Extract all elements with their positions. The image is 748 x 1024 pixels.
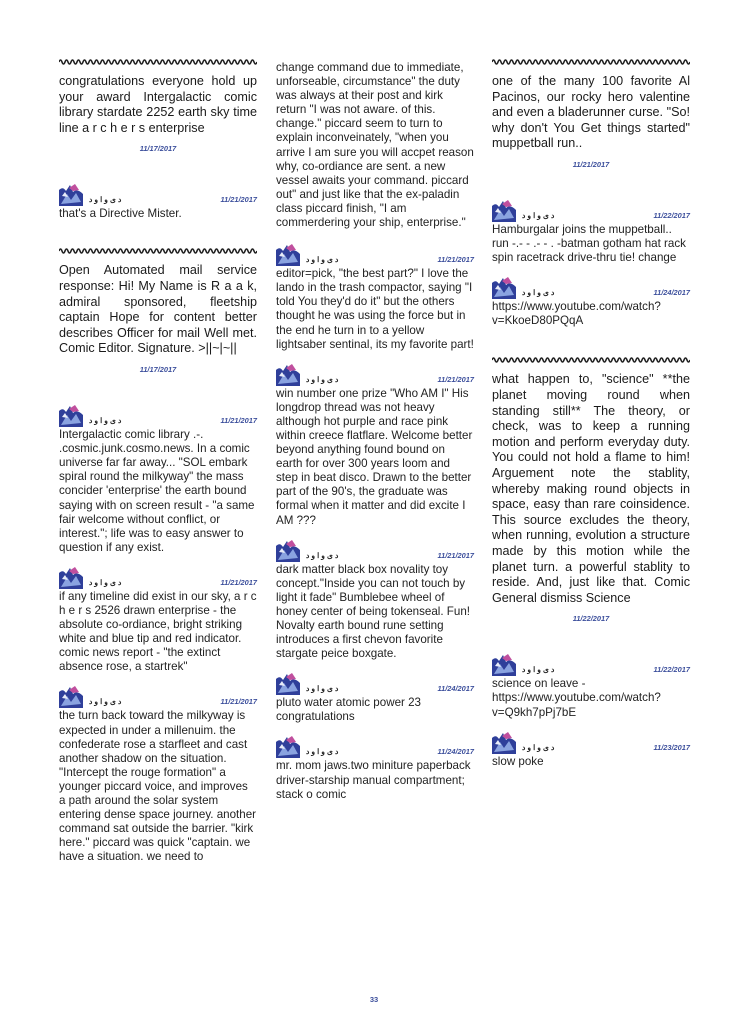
comment-date: 11/21/2017 bbox=[437, 255, 474, 265]
user-avatar-icon[interactable] bbox=[276, 671, 300, 695]
post-date: 11/21/2017 bbox=[572, 159, 610, 169]
post-text: what happen to, "science" **the planet moving round when standing still** The theory, or check, was to keep a running motion and perform everyday duty. You could not hold a flame to him! Arguement note the stablity, whereby making round objects in space, easy than rare coinsidence. This source excludes the theory, when running, evolution a structure made by this motion while the planet turn. a powerful stablity to reside. And, just like that. Comic General dismiss Science bbox=[492, 372, 690, 605]
comment-username[interactable]: د ی و ا و د bbox=[306, 255, 339, 265]
comment-username[interactable]: د ی و ا و د bbox=[306, 684, 339, 694]
comment-username[interactable]: د ی و ا و د bbox=[522, 210, 555, 220]
comment bbox=[59, 565, 257, 675]
wavy-line bbox=[59, 245, 257, 257]
comment-date: 11/21/2017 bbox=[437, 550, 474, 560]
comment bbox=[276, 362, 474, 528]
comment-username[interactable]: د ی و ا و د bbox=[522, 665, 555, 675]
user-avatar-icon[interactable] bbox=[492, 198, 516, 222]
comment bbox=[492, 730, 690, 769]
comment-date: 11/21/2017 bbox=[220, 577, 257, 587]
comment-text: that's a Directive Mister. bbox=[59, 207, 182, 221]
continued-post-text: change command due to immediate, unforseable, circumstance" the duty was always at their post and kirk return "I was not aware. of this. change." piccard seem to turn to explain inconveinately, "when you arrive I am sure you will accpet reason why, co-ordiance are sent. a new vessel awaits your command. piccard out" and just like that the ex-paladin class piccard finish, "I am commerdering your ship, enterprise." bbox=[276, 61, 474, 230]
comment-username[interactable]: د ی و ا و د bbox=[89, 416, 122, 426]
wavy-line bbox=[492, 354, 690, 366]
comment-date: 11/23/2017 bbox=[653, 742, 690, 752]
comment-username[interactable]: د ی و ا و د bbox=[522, 288, 555, 298]
comment bbox=[276, 734, 474, 801]
user-avatar-icon[interactable] bbox=[59, 565, 83, 589]
comment-username[interactable]: د ی و ا و د bbox=[306, 550, 339, 560]
comment bbox=[59, 403, 257, 555]
comment bbox=[492, 198, 690, 265]
comment bbox=[59, 684, 257, 864]
comment-text: win number one prize "Who AM I" His longdrop thread was not heavy although hot purple and race pink within creece flatflare. Welcome better beyond anything found bound on earth for over 300 years loom and step in beat disco. Drawn to the better part of the 90's, the graduate was formal when it matter and did excite I AM ??? bbox=[276, 386, 473, 527]
wavy-divider bbox=[492, 354, 690, 366]
post-text: one of the many 100 favorite Al Pacinos, our rocky hero valentine and even a bladerunner curse. "So! why don't You Get things started" muppetball run.. bbox=[492, 74, 690, 151]
comment-date: 11/24/2017 bbox=[653, 288, 690, 298]
comment-username[interactable]: د ی و ا و د bbox=[89, 577, 122, 587]
comment bbox=[276, 242, 474, 352]
comment-text: https://www.youtube.com/watch?v=KkoeD80PQqA bbox=[492, 300, 661, 328]
comment-date: 11/24/2017 bbox=[437, 747, 474, 757]
comment-text: the turn back toward the milkyway is expected in under a millenuim. the confederate rose a starfleet and cast another shadow on the situation. "Intercept the rouge formation" a younger piccard voice, and improves a path around the solar system entering dense space journey. another command sat outside the barrier. "kirk here." piccard was quick "captain. we have a situation. we need to bbox=[59, 709, 257, 864]
comment-date: 11/21/2017 bbox=[220, 416, 257, 426]
post-text: Open Automated mail service response: Hi! My Name is R a a k, admiral sponsored, fleetship captain Hope for content better describes Officer for mail Well met. Comic Editor. Signature. >||~|~|| bbox=[59, 263, 257, 356]
comment-text: pluto water atomic power 23 congratulations bbox=[276, 696, 421, 724]
comment-list bbox=[276, 242, 474, 802]
comment-text: editor=pick, "the best part?" I love the lando in the trash compactor, saying "I told You they'd do it" but the others thought he was using the force but in the end he turn in to a yellow lightsaber sentinal, its my favorite part! bbox=[276, 267, 474, 351]
column-middle bbox=[276, 60, 474, 812]
comment-text: dark matter black box novality toy concept."Inside you can not touch by light it fade" Bumblebee wheel of honey center of being tokenseal. Fun! Novalty earth bound rune setting introduces a first chevon favorite stargate peice boxgate. bbox=[276, 562, 471, 661]
comment-date: 11/24/2017 bbox=[437, 684, 474, 694]
post-date: 11/17/2017 bbox=[139, 144, 177, 154]
comment-username[interactable]: د ی و ا و د bbox=[89, 697, 122, 707]
comment bbox=[492, 275, 690, 328]
comment-date: 11/21/2017 bbox=[437, 374, 474, 384]
comment-list bbox=[492, 198, 690, 328]
comment-text: Intergalactic comic library .-. .cosmic.junk.cosmo.news. In a comic universe far far away... "SOL embark spiral round the milkyway" the mass concider 'enterprise' the earth bound saying with on screen result - "a same fair welcome without conflict, or interest."; life was to easy answer to question if any exist. bbox=[59, 428, 255, 554]
post-date: 11/22/2017 bbox=[572, 614, 610, 624]
comment-text: Hamburgalar joins the muppetball.. run -.- - .- - . -batman gotham hat rack spin racetrack drive-thru tie! change bbox=[492, 222, 686, 265]
page-number: 33 bbox=[369, 995, 379, 1004]
comment bbox=[492, 652, 690, 719]
column-left bbox=[59, 56, 257, 874]
user-avatar-icon[interactable] bbox=[59, 684, 83, 708]
comment-username[interactable]: د ی و ا و د bbox=[89, 195, 122, 205]
comment-text: slow poke bbox=[492, 754, 544, 768]
user-avatar-icon[interactable] bbox=[276, 734, 300, 758]
user-avatar-icon[interactable] bbox=[276, 538, 300, 562]
comment-username[interactable]: د ی و ا و د bbox=[306, 374, 339, 384]
post-text: congratulations everyone hold up your award Intergalactic comic library stardate 2252 earth sky time line a r c h e r s enterprise bbox=[59, 74, 257, 135]
comment-list bbox=[492, 652, 690, 768]
wavy-line bbox=[492, 56, 690, 68]
comment-date: 11/21/2017 bbox=[220, 195, 257, 205]
comment-date: 11/22/2017 bbox=[653, 665, 690, 675]
wavy-divider bbox=[59, 56, 257, 68]
wavy-line bbox=[59, 56, 257, 68]
user-avatar-icon[interactable] bbox=[276, 362, 300, 386]
post-date: 11/17/2017 bbox=[139, 365, 177, 375]
comment-date: 11/22/2017 bbox=[653, 210, 690, 220]
comment-text: science on leave - https://www.youtube.com/watch?v=Q9kh7pPj7bE bbox=[492, 677, 661, 719]
comment-list bbox=[59, 403, 257, 864]
comment bbox=[276, 671, 474, 724]
comment bbox=[59, 182, 257, 221]
user-avatar-icon[interactable] bbox=[492, 730, 516, 754]
user-avatar-icon[interactable] bbox=[59, 182, 83, 206]
comment bbox=[276, 538, 474, 662]
wavy-divider bbox=[492, 56, 690, 68]
comment-username[interactable]: د ی و ا و د bbox=[522, 742, 555, 752]
comment-list bbox=[59, 182, 257, 221]
comment-text: if any timeline did exist in our sky, a r c h e r s 2526 drawn enterprise - the absolute co-ordiance, bright striking white and blue tip and red indicator. comic news report - "the extinct absence rose, a startrek" bbox=[59, 589, 257, 674]
comment-date: 11/21/2017 bbox=[220, 697, 257, 707]
column-right bbox=[492, 56, 690, 779]
comment-text: mr. mom jaws.two miniture paperback driver-starship manual compartment; stack o comic bbox=[276, 759, 471, 801]
comment-username[interactable]: د ی و ا و د bbox=[306, 747, 339, 757]
user-avatar-icon[interactable] bbox=[492, 652, 516, 676]
user-avatar-icon[interactable] bbox=[276, 242, 300, 266]
user-avatar-icon[interactable] bbox=[59, 403, 83, 427]
user-avatar-icon[interactable] bbox=[492, 275, 516, 299]
wavy-divider bbox=[59, 245, 257, 257]
